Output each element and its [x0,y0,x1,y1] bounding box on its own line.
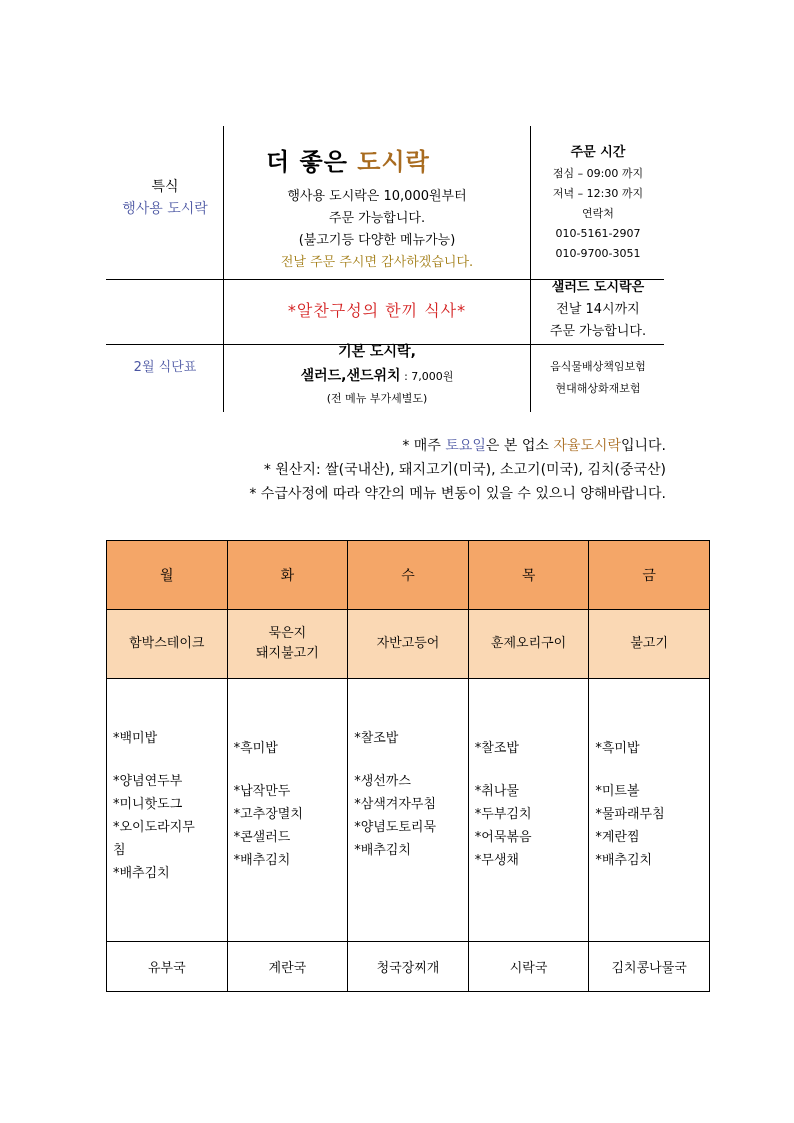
tax-note: (전 메뉴 부가세별도) [326,392,428,405]
rice-item: *흑미밥 [233,741,278,756]
main-dish-text: 불고기 [630,636,669,651]
rice-item: *찰조밥 [474,741,519,756]
side-dishes-fri [589,679,710,942]
price-line [224,364,530,389]
side-dish-row [107,679,710,942]
soup-tue: 계란국 [227,942,348,992]
insurance-block [531,356,665,400]
main-dish-text: 훈제오리구이 [490,636,567,651]
page-title [224,142,530,177]
side-item: *삼색겨자무침 [354,797,437,812]
day-thu: 목 [468,541,589,610]
order-time-line: 저녁 – 12:30 까지 [552,187,644,200]
main-dish-text: 돼지불고기 [255,646,319,661]
salad-order-line: 전날 14시까지 [556,302,640,317]
side-item: 침 [113,843,126,858]
salad-order-line: 주문 가능합니다. [549,324,647,339]
main-dish-text: 자반고등어 [376,636,440,651]
side-item: *양념도토리묵 [354,820,437,835]
contact-label: 연락처 [582,207,614,220]
day-header-row [107,541,710,610]
notes [110,434,666,506]
note-text: * 매주 [402,438,446,454]
order-time-heading: 주문 시간 [570,145,626,160]
side-item: *생선까스 [354,774,411,789]
rice-item: *백미밥 [113,731,158,746]
side-item: *고추장멸치 [233,807,303,822]
event-info-line: 행사용 도시락은 10,000원부터 [287,189,467,204]
title-part2: 도시락 [357,148,430,176]
side-item: *배추김치 [354,843,411,858]
side-item: *납작만두 [233,784,291,799]
side-dishes-tue [227,679,348,942]
main-dish-tue [227,610,348,679]
insurance-line: 현대해상화재보험 [555,382,641,395]
main-dish-fri [589,610,710,679]
side-item: *어묵볶음 [474,830,532,845]
main-dish-text: 함박스테이크 [129,636,205,651]
day-tue: 화 [227,541,348,610]
main-dish-text: 묵은지 [268,626,307,641]
note-saturday [110,434,666,458]
side-dishes-wed [348,679,469,942]
note-menu-change: * 수급사정에 따라 약간의 메뉴 변동이 있을 수 있으니 양해바랍니다. [249,486,666,502]
insurance-line: 음식물배상책임보험 [550,360,646,373]
soup-row [107,942,710,992]
side-item: *콘샐러드 [233,830,291,845]
special-label-block [106,176,224,220]
salad-order-block [531,277,665,343]
note-origin: * 원산지: 쌀(국내산), 돼지고기(미국), 소고기(미국), 김치(중국산) [263,462,666,478]
side-item: *미트볼 [595,784,640,799]
event-info-line: (불고기등 다양한 메뉴가능) [298,233,456,248]
month-menu-label: 2월 식단표 [133,360,197,375]
side-item: *양념연두부 [113,774,183,789]
event-info [224,186,530,274]
special-label: 특식 [151,179,179,195]
slogan: *알찬구성의 한끼 식사* [287,301,467,320]
side-item: *배추김치 [595,853,653,868]
weekly-menu-table [106,540,710,992]
side-item: *취나물 [474,784,519,799]
order-time-block [531,142,665,264]
order-time-line: 점심 – 09:00 까지 [552,167,644,180]
price-items: 샐러드,샌드위치 [300,368,401,384]
price-block [224,340,530,409]
rice-item: *흑미밥 [595,741,640,756]
note-text: 은 본 업소 [485,438,554,454]
phone-number: 010-5161-2907 [555,227,641,240]
note-saturday-word: 토요일 [445,438,486,454]
side-item: *배추김치 [113,866,170,881]
note-text: 입니다. [620,438,666,454]
main-dish-row [107,610,710,679]
side-item: *미니핫도그 [113,797,183,812]
note-free-lunchbox: 자율도시락 [553,438,621,454]
soup-thu: 시락국 [468,942,589,992]
side-dishes-mon [107,679,228,942]
price-line: 기본 도시락, [338,344,416,360]
day-mon: 월 [107,541,228,610]
day-wed: 수 [348,541,469,610]
side-item: *무생채 [474,853,519,868]
side-item: *오이도라지무 [113,820,195,835]
phone-number: 010-9700-3051 [555,247,641,260]
soup-wed: 청국장찌개 [348,942,469,992]
soup-mon: 유부국 [107,942,228,992]
event-lunchbox-label: 행사용 도시락 [122,201,208,217]
title-part1: 더 좋은 [266,148,348,176]
side-item: *물파래무침 [595,807,665,822]
side-item: *두부김치 [474,807,532,822]
side-item: *배추김치 [233,853,291,868]
main-dish-thu [468,610,589,679]
rice-item: *찰조밥 [354,731,399,746]
salad-order-line: 샐러드 도시락은 [551,280,645,295]
price-value: : 7,000원 [400,370,454,383]
side-dishes-thu [468,679,589,942]
main-dish-wed [348,610,469,679]
side-item: *계란찜 [595,830,640,845]
event-info-line: 주문 가능합니다. [328,211,426,226]
day-fri: 금 [589,541,710,610]
main-dish-mon [107,610,228,679]
event-info-highlight: 전날 주문 주시면 감사하겠습니다. [280,255,474,270]
soup-fri: 김치콩나물국 [589,942,710,992]
